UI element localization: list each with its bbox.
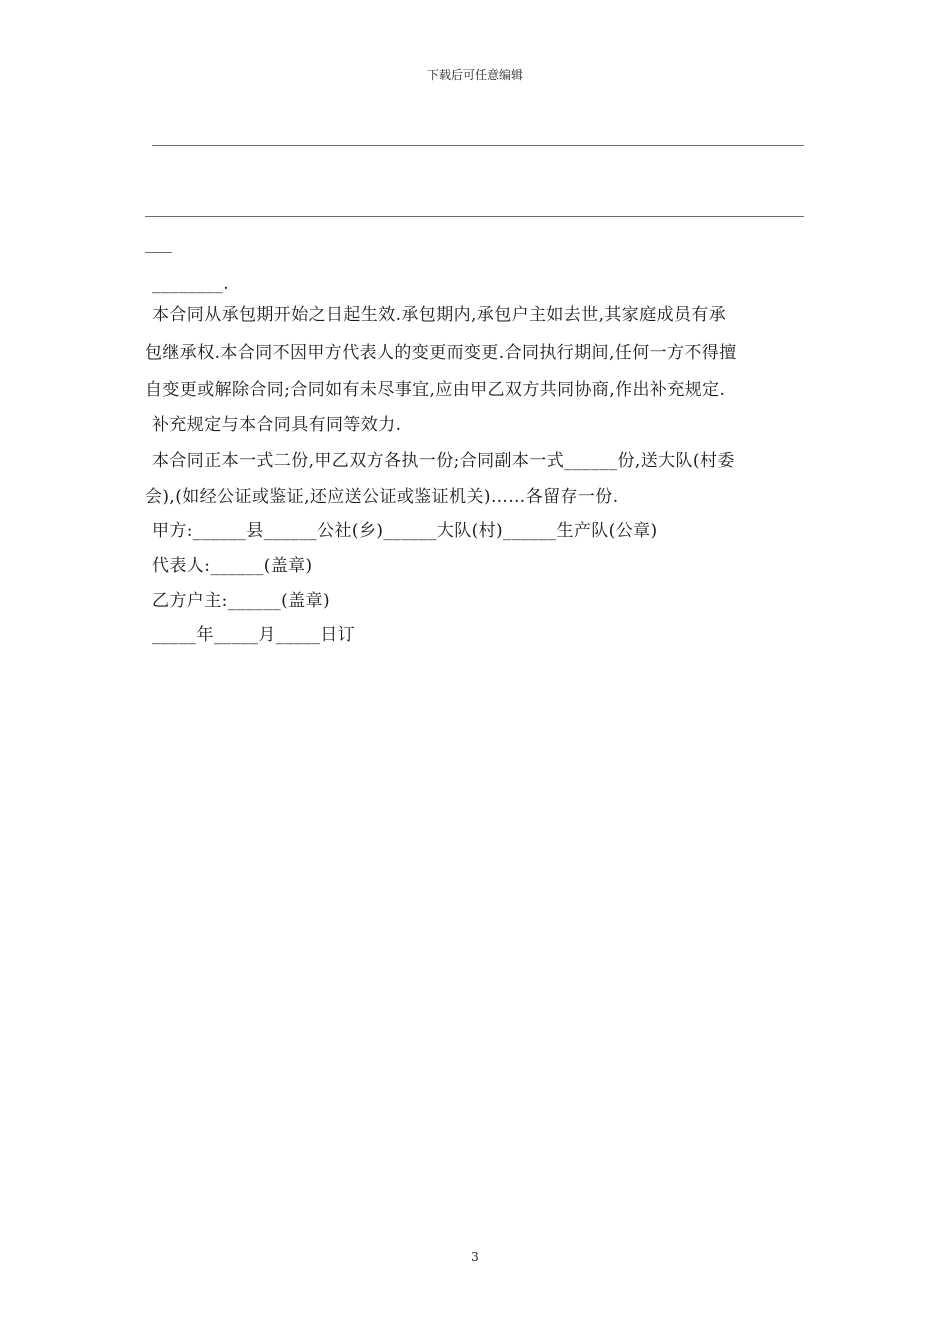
blank-fill-line-1 bbox=[152, 145, 804, 146]
party-b-signature: 乙方户主:______(盖章) bbox=[152, 591, 330, 611]
representative-signature: 代表人:______(盖章) bbox=[152, 556, 313, 576]
blank-ending: ________. bbox=[152, 274, 230, 294]
clause-line-1: 本合同从承包期开始之日起生效.承包期内,承包户主如去世,其家庭成员有承 bbox=[152, 305, 727, 325]
page-number: 3 bbox=[471, 1250, 479, 1264]
clause-line-6: 会),(如经公证或鉴证,还应送公证或鉴证机关)……各留存一份. bbox=[145, 487, 619, 507]
blank-fill-line-2 bbox=[145, 216, 804, 217]
clause-line-3: 自变更或解除合同;合同如有未尽事宜,应由甲乙双方共同协商,作出补充规定. bbox=[145, 380, 726, 400]
clause-line-5: 本合同正本一式二份,甲乙双方各执一份;合同副本一式______份,送大队(村委 bbox=[152, 451, 735, 471]
party-a-signature: 甲方:______县______公社(乡)______大队(村)______生产队(公章) bbox=[152, 521, 658, 541]
page-header: 下载后可任意编辑 bbox=[426, 68, 523, 82]
blank-fill-line-3 bbox=[145, 252, 172, 253]
signing-date: _____年_____月_____日订 bbox=[152, 625, 356, 645]
clause-line-4: 补充规定与本合同具有同等效力. bbox=[152, 415, 402, 435]
clause-line-2: 包继承权.本合同不因甲方代表人的变更而变更.合同执行期间,任何一方不得擅 bbox=[145, 343, 737, 363]
